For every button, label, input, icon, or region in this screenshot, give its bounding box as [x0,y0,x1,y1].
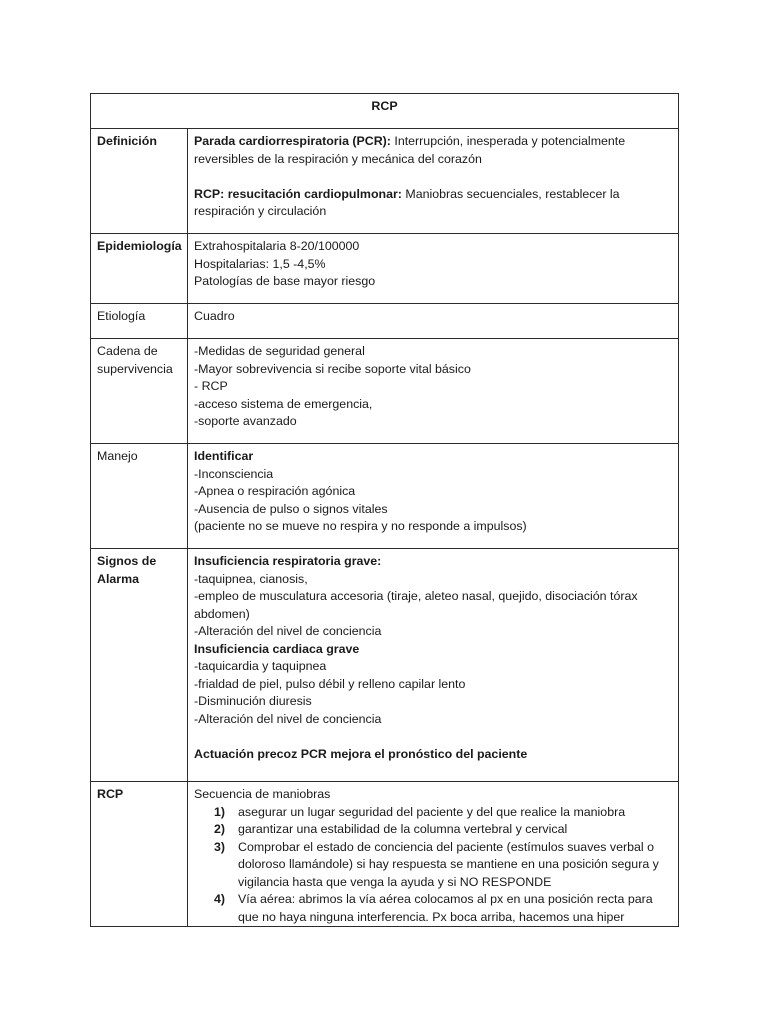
pcr-term: Parada cardiorrespiratoria (PCR): [194,134,391,148]
manejo-line: -Apnea o respiración agónica [194,484,356,498]
card-line: -taquicardia y taquipnea [194,659,327,673]
resp-heading: Insuficiencia respiratoria grave: [194,554,382,568]
cadena-line: -soporte avanzado [194,414,297,428]
rcp-step: Comprobar el estado de conciencia del paciente (estímulos suaves verbal o doloroso llamándole) si hay respuesta se mantiene en una posición segura y vigilancia hasta que venga la ayuda y si NO RESPONDE [238,839,659,889]
row-content-definicion [188,129,679,234]
row-content-etiologia: Cuadro [188,304,679,339]
rcp-intro: Secuencia de maniobras [194,787,331,801]
row-content-epidemiologia [188,234,679,304]
row-label-cadena-supervivencia [91,339,188,444]
rcp-summary-table [90,93,679,927]
rcp-text-2: respiración y circulación [194,204,327,218]
row-epidemiologia [91,234,679,304]
row-label-etiologia: Etiología [91,304,188,339]
cadena-line: - RCP [194,379,228,393]
rcp-definition-line [194,186,672,204]
row-manejo [91,444,679,549]
manejo-heading: Identificar [194,449,254,463]
label-line: supervivencia [97,361,173,376]
resp-line: -taquipnea, cianosis, [194,571,308,586]
manejo-line: -Inconsciencia [194,466,274,481]
row-label-manejo: Manejo [91,444,188,549]
rcp-text-1: Maniobras secuenciales, restablecer la [401,186,620,201]
manejo-line: -Ausencia de pulso o signos vitales [194,501,388,516]
label-line: Alarma [97,571,140,586]
card-heading: Insuficiencia cardiaca grave [194,641,360,656]
rcp-step: asegurar un lugar seguridad del paciente y del que realice la maniobra [238,804,626,819]
table-title: RCP [91,94,679,129]
pcr-definition-line [194,133,672,151]
epidemiologia-line: Hospitalarias: 1,5 -4,5% [194,256,326,271]
row-content-manejo [188,444,679,549]
card-line: -Alteración del nivel de conciencia [194,711,382,726]
resp-line: -empleo de musculatura accesoria (tiraje, aleteo nasal, quejido, disociación tórax [194,589,638,603]
table-title-row [91,94,679,129]
cadena-line: -Mayor sobrevivencia si recibe soporte vital básico [194,361,471,376]
signos-conclusion: Actuación precoz PCR mejora el pronóstico del paciente [194,746,528,761]
rcp-step: garantizar una estabilidad de la columna vertebral y cervical [238,822,568,836]
rcp-step: Vía aérea: abrimos la vía aérea colocamos al px en una posición recta para que no haya ninguna interferencia. Px boca arriba, hacemos una hiper [238,892,653,924]
row-content-rcp [188,782,679,927]
resp-line: abdomen) [194,606,250,621]
row-content-signos-alarma [188,549,679,782]
row-label-rcp: RCP [91,782,188,927]
row-signos-alarma [91,549,679,782]
rcp-steps-list [194,804,672,927]
row-content-cadena-supervivencia [188,339,679,444]
row-label-definicion: Definición [91,129,188,234]
card-line: -frialdad de piel, pulso débil y relleno capilar lento [194,676,466,691]
manejo-line: (paciente no se mueve no respira y no responde a impulsos) [194,519,527,533]
row-cadena-supervivencia [91,339,679,444]
label-line: Signos de [97,554,157,568]
row-definicion [91,129,679,234]
label-line: Cadena de [97,344,158,358]
resp-line: -Alteración del nivel de conciencia [194,624,382,638]
card-line: -Disminución diuresis [194,694,312,708]
epidemiologia-line: Patologías de base mayor riesgo [194,274,376,288]
cadena-line: -Medidas de seguridad general [194,344,365,358]
rcp-term: RCP: resucitación cardiopulmonar: [194,186,402,201]
epidemiologia-line: Extrahospitalaria 8-20/100000 [194,239,360,253]
cadena-line: -acceso sistema de emergencia, [194,396,373,411]
row-rcp [91,782,679,927]
pcr-text-1: Interrupción, inesperada y potencialmente [390,134,626,148]
row-label-epidemiologia: Epidemiología [91,234,188,304]
row-label-signos-alarma [91,549,188,782]
pcr-text-2: reversibles de la respiración y mecánica del corazón [194,151,482,166]
row-etiologia [91,304,679,339]
